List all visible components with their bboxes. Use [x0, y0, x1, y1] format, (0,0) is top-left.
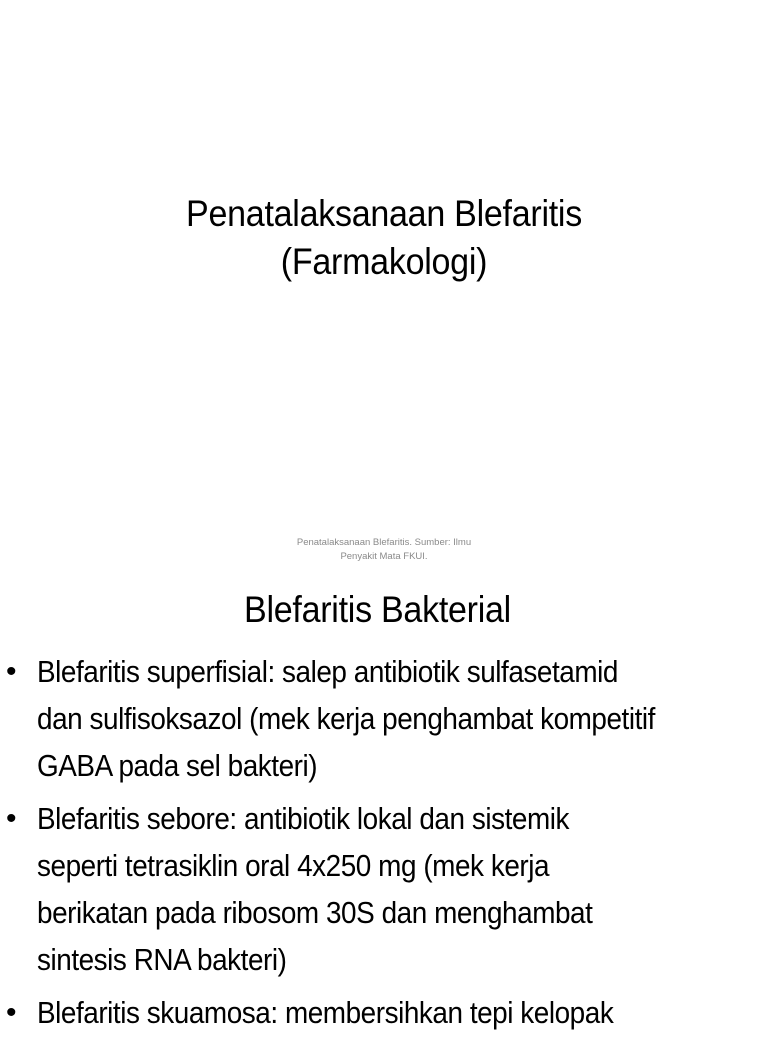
bullet-line: Blefaritis skuamosa: membersihkan tepi kelopak: [37, 995, 614, 1030]
bullet-line: berikatan pada ribosom 30S dan menghambat: [37, 895, 593, 930]
bullet-item: [0, 795, 768, 983]
bullet-item: [0, 648, 768, 789]
slide-title-line-2: (Farmakologi): [280, 241, 488, 282]
slide-title-line-1: Penatalaksanaan Blefaritis: [186, 193, 582, 234]
bullet-line: dan sulfisoksazol (mek kerja penghambat kompetitif: [37, 701, 655, 736]
bullet-text: [37, 648, 757, 789]
bullet-item: [0, 989, 768, 1036]
source-caption-line-1: Penatalaksanaan Blefaritis. Sumber: Ilmu: [296, 537, 472, 548]
bullet-line: GABA pada sel bakteri): [37, 748, 318, 783]
bullet-line: sintesis RNA bakteri): [37, 942, 287, 977]
bullet-line: seperti tetrasiklin oral 4x250 mg (mek kerja: [37, 848, 550, 883]
bullet-dot-icon: •: [6, 996, 17, 1029]
slide-title: [31, 190, 738, 286]
bullet-list: [0, 648, 768, 1042]
bullet-dot-icon: •: [6, 655, 17, 688]
section-heading: Blefaritis Bakterial: [244, 589, 511, 630]
bullet-dot-icon: •: [6, 802, 17, 835]
bullet-line: Blefaritis sebore: antibiotik lokal dan sistemik: [37, 801, 570, 836]
source-caption-line-2: Penyakit Mata FKUI.: [340, 551, 428, 562]
bullet-line: Blefaritis superfisial: salep antibiotik sulfasetamid: [37, 654, 618, 689]
source-caption: [0, 536, 768, 564]
bullet-text: [37, 795, 757, 983]
bullet-text: [37, 989, 757, 1036]
